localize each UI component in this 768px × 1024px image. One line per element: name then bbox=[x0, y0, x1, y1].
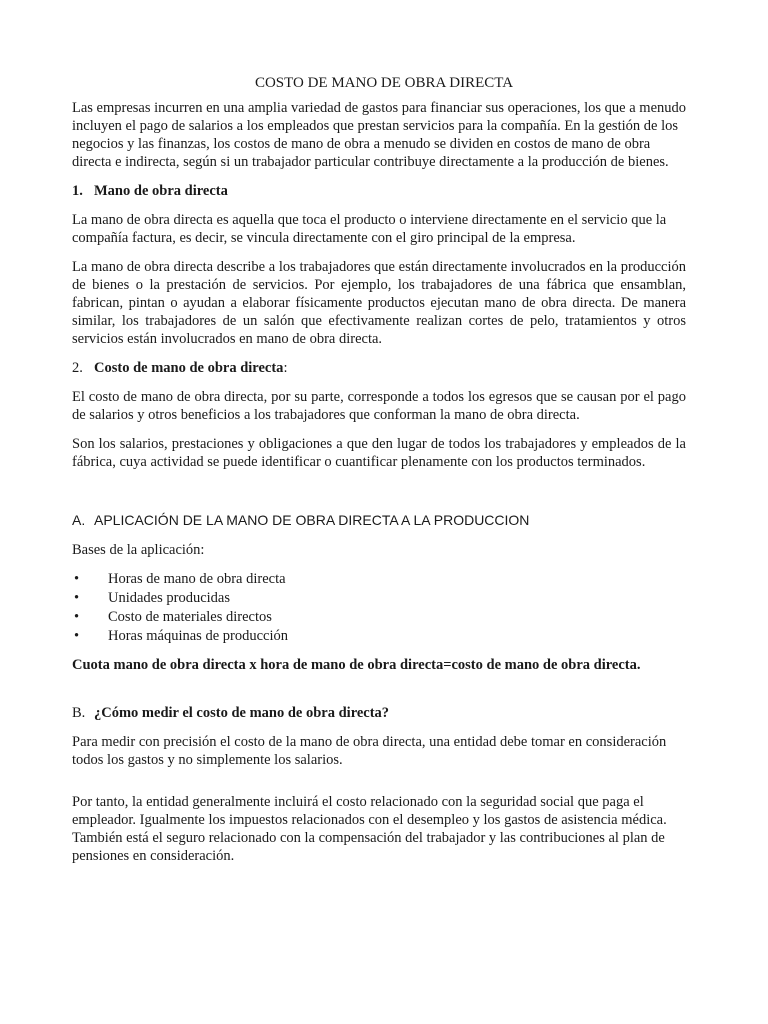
section-2-paragraph-2: Son los salarios, prestaciones y obligaciones a que den lugar de todos los trabajadores y empleados de la fábrica, cuya actividad se puede identificar o cuantificar plenamente con los productos terminados. bbox=[72, 436, 686, 470]
bullet-icon: • bbox=[74, 628, 80, 644]
section-1-title: Mano de obra directa bbox=[94, 183, 228, 199]
section-b-paragraph-1: Para medir con precisión el costo de la mano de obra directa, una entidad debe tomar en consideración todos los gastos y no simplemente los salarios. bbox=[72, 734, 667, 768]
section-2-heading bbox=[72, 359, 686, 377]
section-1-paragraph-2: La mano de obra directa describe a los trabajadores que están directamente involucrados en la producción de bienes o la prestación de servicios. Por ejemplo, los trabajadores de una fábrica que ensamblan, fabrican, pintan o ayudan a elaborar físicamente productos ejecutan mano de obra directa. De manera similar, los trabajadores de un salón que efectivamente realizan cortes de pelo, tratamientos y otros servicios están involucrados en mano de obra directa. bbox=[72, 259, 686, 347]
section-2-number: 2. bbox=[72, 360, 83, 376]
intro-paragraph: Las empresas incurren en una amplia variedad de gastos para financiar sus operaciones, los que a menudo incluyen el pago de salarios a los empleados que prestan servicios para la compañía. En la gestión de los negocios y las finanzas, los costos de mano de obra a menudo se dividen en costos de mano de obra directa e indirecta, según si un trabajador particular contribuye directamente a la producción de bienes. bbox=[72, 100, 687, 170]
section-2-paragraph-1: El costo de mano de obra directa, por su parte, corresponde a todos los egresos que se causan por el pago de salarios y otros beneficios a los trabajadores que conforman la mano de obra directa. bbox=[72, 389, 686, 423]
section-1-heading bbox=[72, 182, 686, 200]
document-page bbox=[72, 74, 686, 865]
section-1-paragraph-1: La mano de obra directa es aquella que toca el producto o interviene directamente en el servicio que la compañía factura, es decir, se vincula directamente con el giro principal de la empresa. bbox=[72, 212, 667, 246]
section-2-colon: : bbox=[283, 360, 288, 376]
section-b-paragraph-2: Por tanto, la entidad generalmente incluirá el costo relacionado con la seguridad social que paga el empleador. Igualmente los impuestos relacionados con el desempleo y los gastos de asistencia médica. También está el seguro relacionado con la compensación del trabajador y las contribuciones al plan de pensiones en consideración. bbox=[72, 794, 667, 864]
section-b-title: ¿Cómo medir el costo de mano de obra directa? bbox=[94, 705, 390, 721]
section-a-letter: A. bbox=[72, 512, 86, 528]
list-item-text: Horas máquinas de producción bbox=[108, 628, 288, 644]
section-b-letter: B. bbox=[72, 705, 86, 721]
section-a-heading bbox=[72, 511, 686, 529]
formula-line: Cuota mano de obra directa x hora de mano de obra directa=costo de mano de obra directa. bbox=[72, 657, 641, 673]
section-1-number: 1. bbox=[72, 183, 83, 199]
list-item bbox=[72, 627, 686, 646]
section-a-title: APLICACIÓN DE LA MANO DE OBRA DIRECTA A LA PRODUCCION bbox=[94, 512, 530, 528]
bases-label: Bases de la aplicación: bbox=[72, 542, 205, 558]
list-item-text: Unidades producidas bbox=[108, 590, 231, 606]
list-item bbox=[72, 570, 686, 589]
list-item-text: Horas de mano de obra directa bbox=[108, 571, 286, 587]
section-2-title: Costo de mano de obra directa bbox=[94, 360, 284, 376]
bullet-icon: • bbox=[74, 571, 80, 587]
list-item bbox=[72, 589, 686, 608]
list-item-text: Costo de materiales directos bbox=[108, 609, 272, 625]
section-b-heading bbox=[72, 704, 686, 722]
bases-list bbox=[72, 570, 686, 646]
list-item bbox=[72, 608, 686, 627]
document-title: COSTO DE MANO DE OBRA DIRECTA bbox=[254, 75, 514, 91]
bullet-icon: • bbox=[74, 590, 80, 606]
bullet-icon: • bbox=[74, 609, 80, 625]
